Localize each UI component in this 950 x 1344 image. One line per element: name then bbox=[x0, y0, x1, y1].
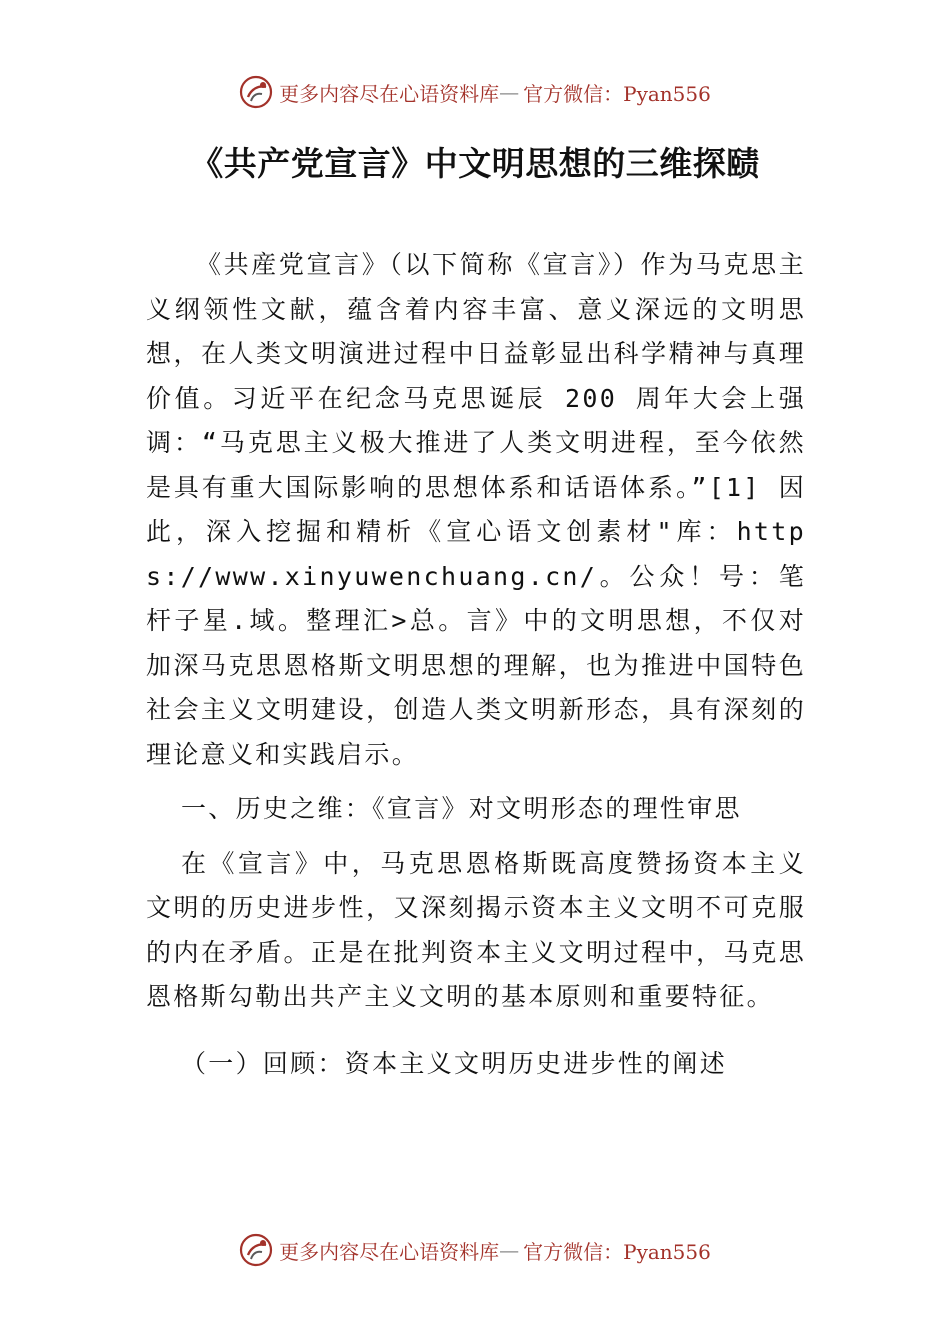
section-heading: 一、历史之维：《宣言》对文明形态的理性审思 bbox=[181, 794, 742, 823]
paragraph: 《共産党宣言》（以下简称《宣言》）作为马克思主义纲领性文献，蕴含着内容丰富、意义深远的文明思想，在人类文明演进过程中日益彰显出科学精神与真理价值。习近平在纪念马克思诞辰 200 周年大会上强调：“马克思主义极大推进了人类文明进程，至今依然是具有重大国际影响的思想体系和话语体系。”[1] 因此，深入挖掘和精析《宣心语文创素材"库：https://www.xinyuwenchuang.cn/。公众！号：笔杆子星.域。整理汇>总。言》中的文明思想，不仅对加深马克思恩格斯文明思想的理解，也为推进中国特色社会主义文明建设，创造人类文明新形态，具有深刻的理论意义和实践启示。 bbox=[146, 250, 806, 769]
banner-text: 更多内容尽在心语资料库 bbox=[279, 81, 500, 106]
banner-contact: 官方微信：Pyan556 bbox=[523, 81, 711, 106]
hand-tree-logo-icon bbox=[239, 75, 273, 109]
header-banner bbox=[0, 70, 950, 114]
banner-contact: 官方微信：Pyan556 bbox=[523, 1239, 711, 1264]
banner-separator: — bbox=[499, 80, 520, 104]
document-body bbox=[146, 243, 806, 1086]
subsection-heading: （一）回顾：资本主义文明历史进步性的阐述 bbox=[181, 1048, 728, 1078]
hand-tree-logo-icon bbox=[239, 1233, 273, 1267]
document-title: 《共产党宣言》中文明思想的三维探赜 bbox=[190, 144, 760, 183]
banner-text: 更多内容尽在心语资料库 bbox=[279, 1239, 500, 1264]
paragraph: 在《宣言》中，马克思恩格斯既高度赞扬资本主义文明的历史进步性，又深刻揭示资本主义文明不可克服的内在矛盾。正是在批判资本主义文明过程中，马克思恩格斯勾勒出共产主义文明的基本原则和重要特征。 bbox=[146, 848, 806, 1011]
banner-separator: — bbox=[499, 1238, 520, 1262]
footer-banner bbox=[0, 1228, 950, 1272]
